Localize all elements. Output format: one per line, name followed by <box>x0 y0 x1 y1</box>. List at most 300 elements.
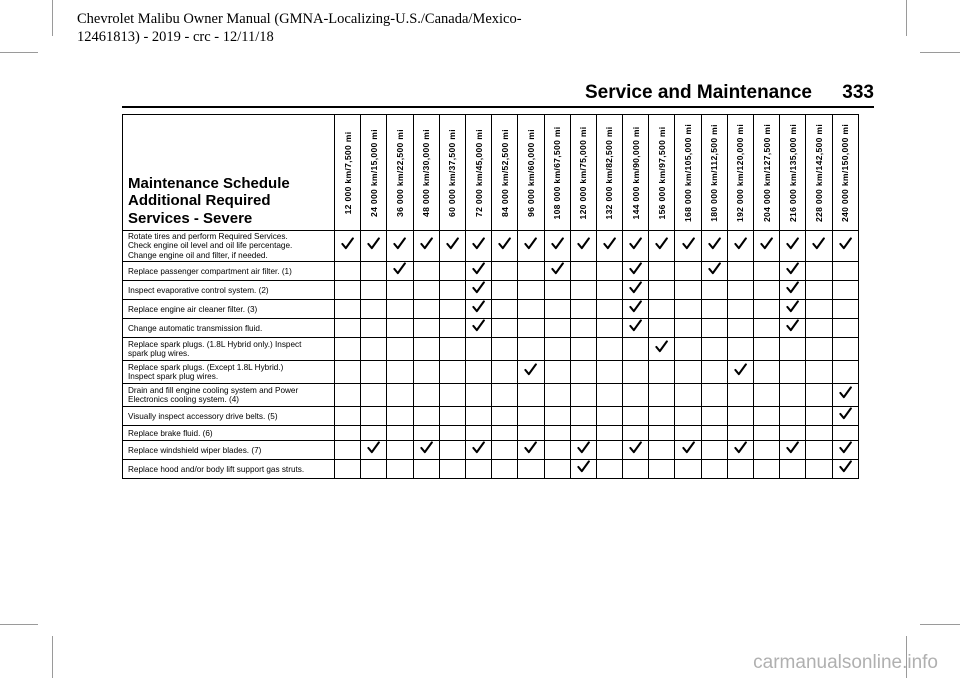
check-mark-icon <box>420 237 433 250</box>
interval-label: 192 000 km/120,000 mi <box>735 123 746 222</box>
interval-label: 84 000 km/52,500 mi <box>499 128 510 217</box>
schedule-cell <box>806 384 832 407</box>
document-header-line: 12461813) - 2019 - crc - 12/11/18 <box>77 29 274 45</box>
schedule-cell <box>361 407 387 426</box>
check-mark-icon <box>682 237 695 250</box>
schedule-cell <box>439 338 465 361</box>
check-mark-icon <box>812 237 825 250</box>
schedule-cell <box>832 281 858 300</box>
table-title <box>123 115 335 231</box>
table-row <box>123 319 859 338</box>
table-header-row <box>123 115 859 231</box>
schedule-cell <box>832 426 858 441</box>
schedule-cell <box>465 231 491 262</box>
schedule-cell <box>675 407 701 426</box>
schedule-cell <box>413 319 439 338</box>
schedule-cell <box>387 407 413 426</box>
interval-label: 12 000 km/7,500 mi <box>342 131 353 214</box>
interval-label: 96 000 km/60,000 mi <box>525 128 536 217</box>
schedule-cell <box>544 338 570 361</box>
schedule-cell <box>570 319 596 338</box>
service-task-line: Change automatic transmission fluid. <box>128 323 263 333</box>
schedule-cell <box>701 300 727 319</box>
schedule-cell <box>335 231 361 262</box>
crop-mark <box>0 52 38 53</box>
interval-header <box>335 115 361 231</box>
interval-header <box>387 115 413 231</box>
service-task-line: Replace hood and/or body lift support gas struts. <box>128 464 305 474</box>
schedule-cell <box>596 281 622 300</box>
service-task-line: Rotate tires and perform Required Services. <box>128 232 288 241</box>
interval-label: 120 000 km/75,000 mi <box>578 126 589 219</box>
schedule-cell <box>806 300 832 319</box>
interval-header <box>780 115 806 231</box>
service-task-line: spark plug wires. <box>128 349 190 359</box>
schedule-cell <box>675 281 701 300</box>
schedule-cell <box>361 460 387 479</box>
check-mark-icon <box>786 237 799 250</box>
service-task <box>123 281 335 300</box>
interval-header <box>570 115 596 231</box>
interval-label: 240 000 km/150,000 mi <box>840 123 851 222</box>
schedule-cell <box>570 361 596 384</box>
schedule-cell <box>465 460 491 479</box>
schedule-cell <box>570 407 596 426</box>
interval-header <box>596 115 622 231</box>
schedule-cell <box>649 460 675 479</box>
check-mark-icon <box>786 441 799 454</box>
schedule-cell <box>806 426 832 441</box>
check-mark-icon <box>551 262 564 275</box>
schedule-cell <box>754 338 780 361</box>
schedule-cell <box>701 231 727 262</box>
schedule-cell <box>335 262 361 281</box>
service-task-line: Inspect spark plug wires. <box>128 372 219 382</box>
schedule-cell <box>754 231 780 262</box>
service-task <box>123 300 335 319</box>
interval-label: 24 000 km/15,000 mi <box>368 128 379 217</box>
check-mark-icon <box>551 237 564 250</box>
schedule-cell <box>492 384 518 407</box>
schedule-cell <box>465 384 491 407</box>
schedule-cell <box>780 384 806 407</box>
check-mark-icon <box>629 262 642 275</box>
schedule-cell <box>675 262 701 281</box>
service-task <box>123 460 335 479</box>
schedule-cell <box>623 300 649 319</box>
schedule-cell <box>335 319 361 338</box>
table-row <box>123 281 859 300</box>
schedule-cell <box>570 441 596 460</box>
schedule-cell <box>832 262 858 281</box>
schedule-cell <box>623 361 649 384</box>
schedule-cell <box>544 300 570 319</box>
schedule-cell <box>649 231 675 262</box>
schedule-cell <box>518 407 544 426</box>
schedule-cell <box>544 407 570 426</box>
check-mark-icon <box>786 281 799 294</box>
schedule-cell <box>780 231 806 262</box>
check-mark-icon <box>629 281 642 294</box>
interval-label: 144 000 km/90,000 mi <box>630 126 641 219</box>
table-row <box>123 426 859 441</box>
service-task <box>123 319 335 338</box>
schedule-cell <box>806 361 832 384</box>
schedule-cell <box>361 426 387 441</box>
schedule-cell <box>806 441 832 460</box>
schedule-cell <box>675 231 701 262</box>
table-row <box>123 361 859 384</box>
service-task-line: Check engine oil level and oil life percentage. <box>128 241 293 251</box>
schedule-cell <box>492 319 518 338</box>
schedule-cell <box>596 338 622 361</box>
schedule-cell <box>832 384 858 407</box>
schedule-cell <box>623 281 649 300</box>
schedule-cell <box>439 262 465 281</box>
crop-mark <box>0 624 38 625</box>
interval-header <box>465 115 491 231</box>
schedule-cell <box>754 281 780 300</box>
schedule-cell <box>832 441 858 460</box>
service-task-line: Drain and fill engine cooling system and Power <box>128 385 299 395</box>
service-task-line: Electronics cooling system. (4) <box>128 395 240 405</box>
schedule-cell <box>832 231 858 262</box>
schedule-cell <box>832 300 858 319</box>
table-row <box>123 338 859 361</box>
service-task-line: Replace brake fluid. (6) <box>128 428 213 438</box>
interval-header <box>832 115 858 231</box>
schedule-cell <box>754 319 780 338</box>
check-mark-icon <box>655 237 668 250</box>
schedule-cell <box>544 319 570 338</box>
schedule-cell <box>596 231 622 262</box>
schedule-cell <box>623 441 649 460</box>
schedule-cell <box>544 231 570 262</box>
schedule-cell <box>439 231 465 262</box>
schedule-cell <box>570 338 596 361</box>
table-row <box>123 300 859 319</box>
maintenance-schedule-table <box>122 114 859 479</box>
schedule-cell <box>623 407 649 426</box>
schedule-cell <box>727 407 753 426</box>
schedule-cell <box>518 319 544 338</box>
schedule-cell <box>544 281 570 300</box>
schedule-cell <box>465 300 491 319</box>
schedule-cell <box>701 338 727 361</box>
schedule-cell <box>675 384 701 407</box>
schedule-cell <box>806 262 832 281</box>
check-mark-icon <box>367 441 380 454</box>
schedule-cell <box>387 384 413 407</box>
schedule-cell <box>596 426 622 441</box>
schedule-cell <box>570 426 596 441</box>
schedule-cell <box>465 441 491 460</box>
schedule-cell <box>701 407 727 426</box>
check-mark-icon <box>734 237 747 250</box>
schedule-cell <box>701 281 727 300</box>
schedule-cell <box>544 426 570 441</box>
schedule-cell <box>465 281 491 300</box>
interval-label: 108 000 km/67,500 mi <box>552 126 563 219</box>
schedule-cell <box>361 384 387 407</box>
schedule-cell <box>596 319 622 338</box>
schedule-cell <box>413 441 439 460</box>
schedule-cell <box>649 300 675 319</box>
schedule-cell <box>701 262 727 281</box>
schedule-cell <box>623 460 649 479</box>
schedule-cell <box>492 407 518 426</box>
service-task-line: Replace spark plugs. (Except 1.8L Hybrid.) <box>128 362 284 372</box>
check-mark-icon <box>839 460 852 473</box>
crop-mark <box>906 0 907 36</box>
schedule-cell <box>701 426 727 441</box>
service-task <box>123 361 335 384</box>
schedule-cell <box>492 231 518 262</box>
schedule-cell <box>439 281 465 300</box>
schedule-cell <box>413 262 439 281</box>
schedule-cell <box>754 262 780 281</box>
schedule-cell <box>832 407 858 426</box>
schedule-cell <box>387 338 413 361</box>
schedule-cell <box>701 460 727 479</box>
schedule-cell <box>413 361 439 384</box>
schedule-cell <box>780 426 806 441</box>
schedule-cell <box>413 300 439 319</box>
check-mark-icon <box>629 319 642 332</box>
schedule-cell <box>675 361 701 384</box>
schedule-cell <box>727 441 753 460</box>
check-mark-icon <box>472 319 485 332</box>
schedule-cell <box>754 441 780 460</box>
table-title-line: Additional Required <box>128 192 271 209</box>
schedule-cell <box>518 281 544 300</box>
schedule-cell <box>361 281 387 300</box>
interval-label: 72 000 km/45,000 mi <box>473 128 484 217</box>
schedule-cell <box>361 361 387 384</box>
schedule-cell <box>335 407 361 426</box>
schedule-cell <box>832 338 858 361</box>
schedule-cell <box>727 460 753 479</box>
check-mark-icon <box>734 441 747 454</box>
schedule-cell <box>806 460 832 479</box>
schedule-cell <box>465 338 491 361</box>
crop-mark <box>52 0 53 36</box>
check-mark-icon <box>472 281 485 294</box>
schedule-cell <box>465 361 491 384</box>
schedule-cell <box>387 319 413 338</box>
schedule-cell <box>649 441 675 460</box>
schedule-cell <box>413 338 439 361</box>
schedule-cell <box>675 460 701 479</box>
schedule-cell <box>596 300 622 319</box>
check-mark-icon <box>472 262 485 275</box>
schedule-cell <box>701 441 727 460</box>
schedule-cell <box>518 338 544 361</box>
schedule-cell <box>570 460 596 479</box>
check-mark-icon <box>393 237 406 250</box>
schedule-cell <box>649 426 675 441</box>
schedule-cell <box>335 338 361 361</box>
schedule-cell <box>727 384 753 407</box>
section-title: Service and Maintenance <box>584 82 812 103</box>
schedule-cell <box>518 300 544 319</box>
check-mark-icon <box>760 237 773 250</box>
schedule-cell <box>387 426 413 441</box>
crop-mark <box>52 636 53 678</box>
check-mark-icon <box>708 262 721 275</box>
interval-label: 216 000 km/135,000 mi <box>787 123 798 222</box>
schedule-cell <box>387 361 413 384</box>
schedule-cell <box>727 262 753 281</box>
schedule-cell <box>832 319 858 338</box>
schedule-cell <box>413 460 439 479</box>
check-mark-icon <box>498 237 511 250</box>
schedule-cell <box>413 407 439 426</box>
schedule-cell <box>465 262 491 281</box>
table-body <box>123 231 859 479</box>
check-mark-icon <box>472 300 485 313</box>
schedule-cell <box>544 361 570 384</box>
schedule-cell <box>727 319 753 338</box>
check-mark-icon <box>629 441 642 454</box>
interval-header <box>754 115 780 231</box>
schedule-cell <box>439 319 465 338</box>
schedule-cell <box>623 384 649 407</box>
schedule-cell <box>518 231 544 262</box>
check-mark-icon <box>472 441 485 454</box>
service-task <box>123 231 335 262</box>
schedule-cell <box>335 460 361 479</box>
schedule-cell <box>335 361 361 384</box>
check-mark-icon <box>839 237 852 250</box>
schedule-cell <box>806 407 832 426</box>
schedule-cell <box>544 262 570 281</box>
schedule-cell <box>413 231 439 262</box>
schedule-cell <box>806 319 832 338</box>
watermark: carmanualsonline.info <box>753 652 938 673</box>
table-title-line: Maintenance Schedule <box>128 174 290 192</box>
schedule-cell <box>832 460 858 479</box>
schedule-cell <box>780 319 806 338</box>
schedule-cell <box>439 460 465 479</box>
schedule-cell <box>439 426 465 441</box>
service-task-line: Replace spark plugs. (1.8L Hybrid only.) Inspect <box>128 339 302 349</box>
schedule-cell <box>335 281 361 300</box>
schedule-cell <box>649 407 675 426</box>
schedule-cell <box>675 319 701 338</box>
schedule-cell <box>649 361 675 384</box>
schedule-cell <box>544 384 570 407</box>
check-mark-icon <box>393 262 406 275</box>
running-head <box>122 82 874 108</box>
schedule-cell <box>439 361 465 384</box>
schedule-cell <box>439 300 465 319</box>
schedule-cell <box>596 262 622 281</box>
schedule-cell <box>387 300 413 319</box>
check-mark-icon <box>472 237 485 250</box>
interval-label: 228 000 km/142,500 mi <box>813 123 824 222</box>
interval-header <box>492 115 518 231</box>
schedule-cell <box>701 319 727 338</box>
schedule-cell <box>518 384 544 407</box>
check-mark-icon <box>708 237 721 250</box>
schedule-cell <box>806 231 832 262</box>
schedule-cell <box>780 460 806 479</box>
schedule-cell <box>675 300 701 319</box>
check-mark-icon <box>682 441 695 454</box>
schedule-cell <box>465 319 491 338</box>
schedule-cell <box>780 338 806 361</box>
service-task <box>123 262 335 281</box>
schedule-cell <box>780 407 806 426</box>
schedule-cell <box>492 300 518 319</box>
schedule-cell <box>780 262 806 281</box>
schedule-cell <box>439 441 465 460</box>
schedule-cell <box>649 338 675 361</box>
check-mark-icon <box>839 407 852 420</box>
schedule-cell <box>780 441 806 460</box>
check-mark-icon <box>367 237 380 250</box>
check-mark-icon <box>629 237 642 250</box>
service-task-line: Replace engine air cleaner filter. (3) <box>128 304 258 314</box>
schedule-cell <box>361 441 387 460</box>
schedule-cell <box>675 338 701 361</box>
check-mark-icon <box>629 300 642 313</box>
schedule-cell <box>754 460 780 479</box>
check-mark-icon <box>786 300 799 313</box>
schedule-cell <box>754 384 780 407</box>
schedule-cell <box>649 384 675 407</box>
schedule-cell <box>727 281 753 300</box>
schedule-cell <box>727 231 753 262</box>
check-mark-icon <box>839 386 852 399</box>
check-mark-icon <box>734 363 747 376</box>
check-mark-icon <box>420 441 433 454</box>
check-mark-icon <box>839 441 852 454</box>
service-task <box>123 338 335 361</box>
service-task-line: Change engine oil and filter, if needed. <box>128 250 268 260</box>
schedule-cell <box>780 300 806 319</box>
schedule-cell <box>754 300 780 319</box>
schedule-cell <box>335 384 361 407</box>
schedule-cell <box>361 231 387 262</box>
schedule-cell <box>387 441 413 460</box>
check-mark-icon <box>577 460 590 473</box>
table-row <box>123 460 859 479</box>
schedule-cell <box>413 281 439 300</box>
schedule-cell <box>335 426 361 441</box>
service-task-line: Replace windshield wiper blades. (7) <box>128 445 262 455</box>
table-row <box>123 262 859 281</box>
schedule-cell <box>623 426 649 441</box>
check-mark-icon <box>603 237 616 250</box>
schedule-cell <box>570 262 596 281</box>
interval-label: 156 000 km/97,500 mi <box>656 126 667 219</box>
interval-label: 168 000 km/105,000 mi <box>683 123 694 222</box>
schedule-cell <box>439 384 465 407</box>
crop-mark <box>920 624 960 625</box>
schedule-cell <box>465 407 491 426</box>
check-mark-icon <box>524 441 537 454</box>
schedule-cell <box>649 319 675 338</box>
service-task-line: Visually inspect accessory drive belts. (5) <box>128 411 278 421</box>
schedule-cell <box>623 231 649 262</box>
interval-header <box>413 115 439 231</box>
interval-header <box>544 115 570 231</box>
schedule-cell <box>544 460 570 479</box>
schedule-cell <box>413 426 439 441</box>
schedule-cell <box>492 281 518 300</box>
